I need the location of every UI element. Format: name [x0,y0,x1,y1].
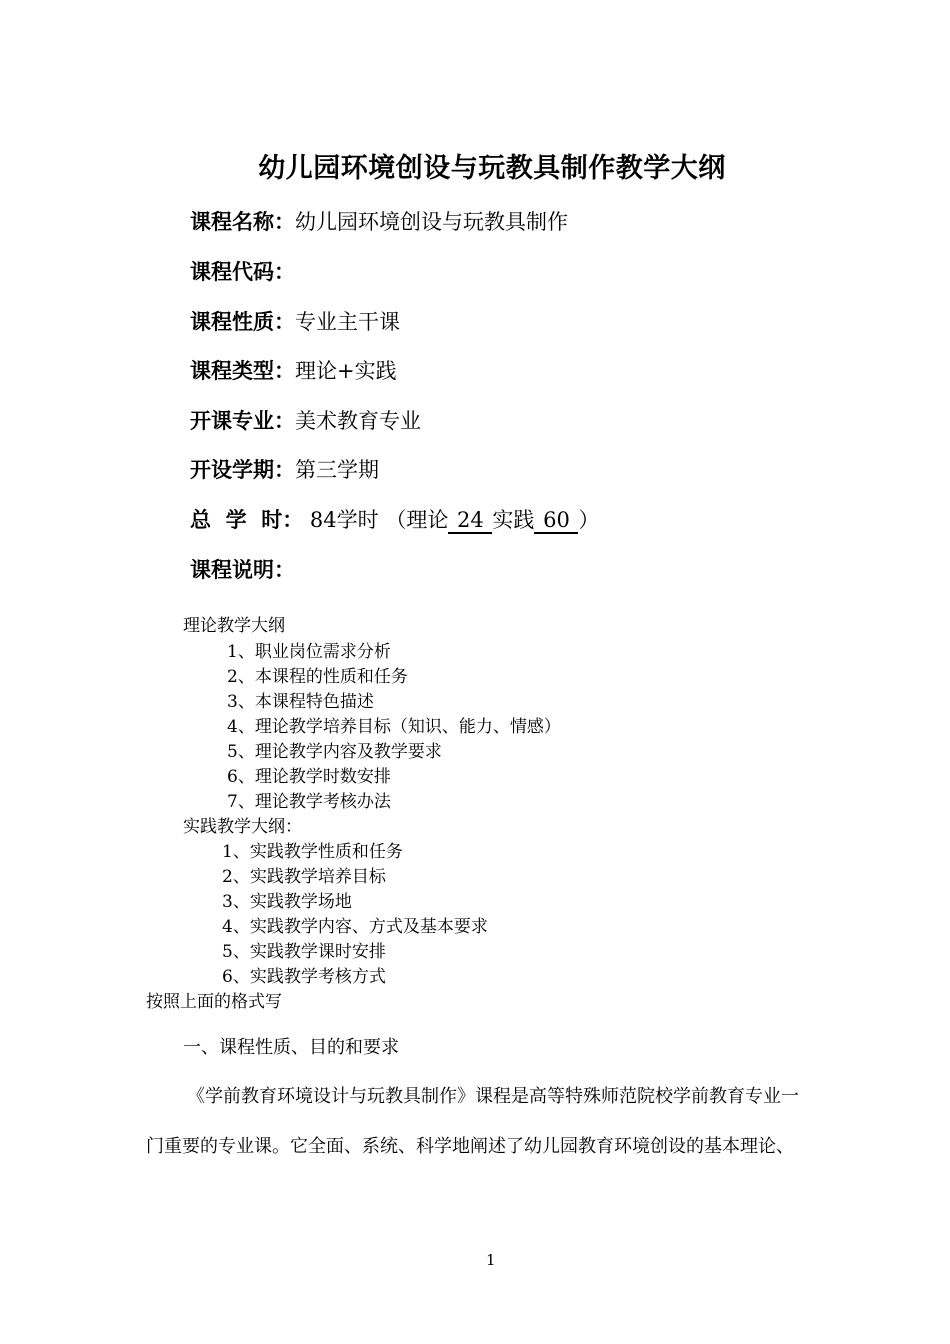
course-type-label: 课程类型： [190,359,295,383]
course-name-label: 课程名称： [190,210,295,234]
description-row [190,554,295,584]
theory-outline-item: 4、理论教学培养目标（知识、能力、情感） [227,717,561,737]
semester-value: 第三学期 [295,458,379,482]
course-name-value: 幼儿园环境创设与玩教具制作 [295,210,568,234]
major-label: 开课专业： [190,409,295,433]
theory-outline-item: 3、本课程特色描述 [227,692,374,712]
major-value: 美术教育专业 [295,409,421,433]
paragraph-line: 《学前教育环境设计与玩教具制作》课程是高等特殊师范院校学前教育专业一 [187,1086,799,1107]
course-code-label: 课程代码： [190,260,295,284]
practice-outline-item: 3、实践教学场地 [222,892,352,912]
theory-outline-item: 2、本课程的性质和任务 [227,667,408,687]
theory-outline-heading: 理论教学大纲 [183,616,285,636]
total-hours-row [190,504,599,534]
practice-outline-heading: 实践教学大纲： [183,817,302,837]
document-title: 幼儿园环境创设与玩教具制作教学大纲 [258,153,726,184]
course-type-value: 理论+实践 [295,359,397,383]
practice-outline-item: 5、实践教学课时安排 [222,942,386,962]
course-name-row [190,206,568,236]
course-nature-label: 课程性质： [190,310,295,334]
practice-outline-item: 2、实践教学培养目标 [222,867,386,887]
practice-hours-value: 60 [534,508,578,534]
practice-text: 实践 [492,508,535,532]
semester-label: 开设学期： [190,458,295,482]
course-code-row [190,256,295,286]
theory-hours-value: 24 [448,508,492,534]
total-hours-label: 总 学 时： [190,508,304,532]
paragraph-line: 门重要的专业课。它全面、系统、科学地阐述了幼儿园教育环境创设的基本理论、 [146,1136,794,1157]
theory-outline-item: 7、理论教学考核办法 [227,792,391,812]
format-note: 按照上面的格式写 [146,992,282,1012]
practice-outline-item: 6、实践教学考核方式 [222,967,386,987]
practice-outline-item: 1、实践教学性质和任务 [222,842,403,862]
practice-outline-item: 4、实践教学内容、方式及基本要求 [222,917,488,937]
close-paren: ） [578,508,600,532]
course-nature-row [190,306,400,336]
page-number: 1 [486,1251,496,1269]
section-heading: 一、课程性质、目的和要求 [183,1037,399,1058]
course-nature-value: 专业主干课 [295,310,400,334]
semester-row [190,454,379,484]
description-label: 课程说明： [190,558,295,582]
course-type-row [190,355,397,385]
theory-outline-item: 5、理论教学内容及教学要求 [227,742,442,762]
total-hours-value: 84学时 （理论 [303,508,449,532]
theory-outline-item: 1、职业岗位需求分析 [227,642,391,662]
theory-outline-item: 6、理论教学时数安排 [227,767,391,787]
major-row [190,405,421,435]
